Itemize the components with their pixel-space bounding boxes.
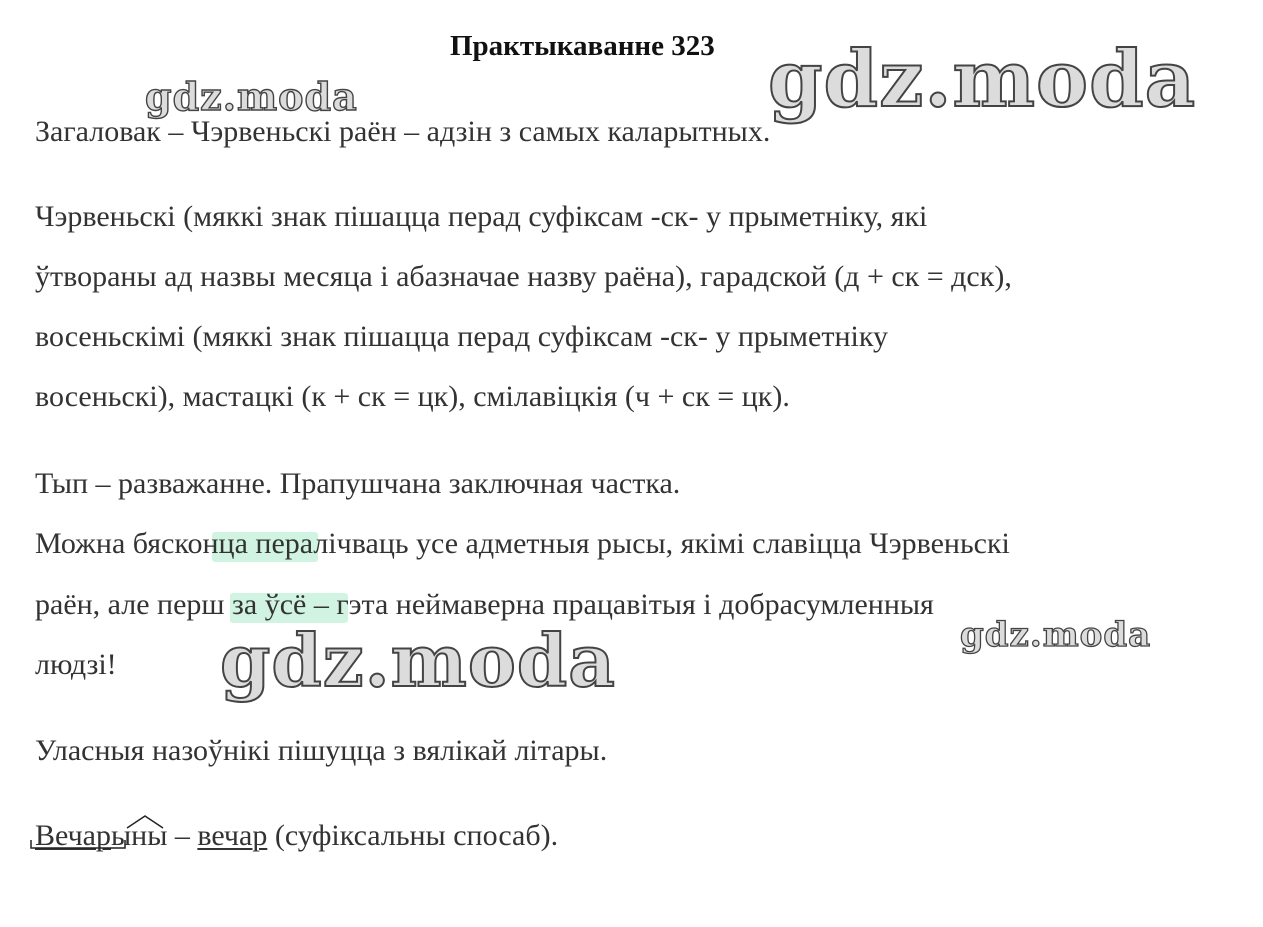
morpheme-marks <box>25 810 225 860</box>
word-root: Вечар <box>35 819 111 852</box>
text-line: раён, але перш за ўсё – гэта неймаверна працавітыя і добрасумленныя <box>35 588 934 621</box>
method-text: (суфіксальны спосаб). <box>267 819 559 852</box>
text-line: ўтвораны ад назвы месяца і абазначае назву раёна), гарадской (д + ск = дск), <box>35 260 1012 293</box>
exercise-title: Практыкаванне 323 <box>450 30 715 62</box>
text-line: Можна бясконца пералічваць усе адметныя рысы, якімі славіцца Чэрвеньскі <box>35 527 1010 560</box>
text-line: Уласныя назоўнікі пішуцца з вялікай літары. <box>35 734 608 767</box>
text-line: Загаловак – Чэрвеньскі раён – адзін з самых каларытных. <box>35 115 771 148</box>
base-bracket-icon <box>31 840 125 848</box>
suffix-arc-icon <box>127 816 163 828</box>
base-word: вечар <box>197 819 268 852</box>
dash: – <box>167 819 198 852</box>
text-line: людзі! <box>35 648 117 681</box>
watermark-logo: gdz.moda <box>960 615 1152 655</box>
text-line: восеньскі), мастацкі (к + ск = цк), смілавіцкія (ч + ск = цк). <box>35 380 790 413</box>
text-line: Тып – разважанне. Прапушчана заключная частка. <box>35 467 681 500</box>
watermark-logo: gdz.moda <box>220 618 616 703</box>
text-line: Чэрвеньскі (мяккі знак пішацца перад суфіксам -ск- у прыметніку, які <box>35 200 928 233</box>
watermark-logo: gdz.moda <box>768 34 1197 125</box>
watermark-logo: gdz.moda <box>145 74 358 119</box>
word-suffix: ыны <box>110 819 168 852</box>
text-line: восеньскімі (мяккі знак пішацца перад суфіксам -ск- у прыметніку <box>35 320 889 353</box>
